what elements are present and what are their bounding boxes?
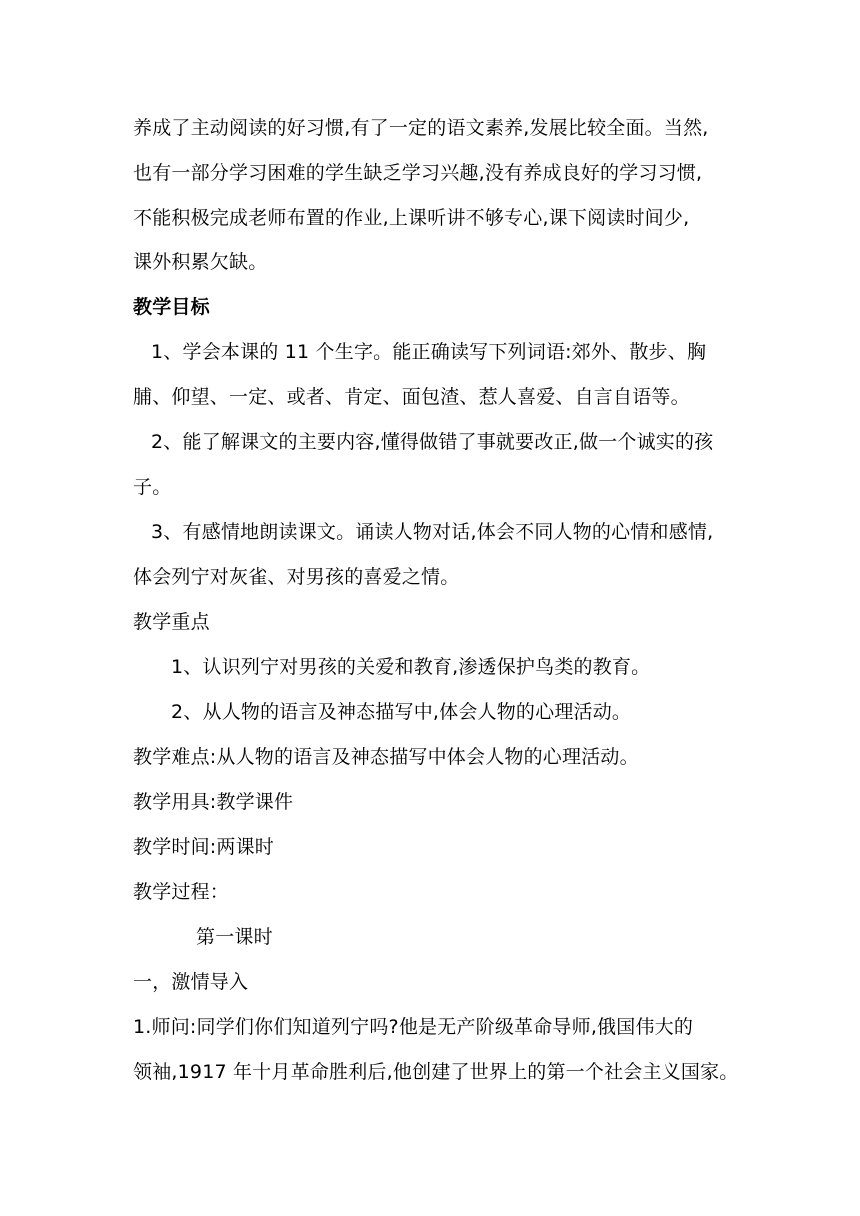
intro-line: 1.师问:同学们你们知道列宁吗?他是无产阶级革命导师,俄国伟大的 <box>133 1016 694 1038</box>
lesson-title: 第一课时 <box>196 926 273 948</box>
objective-item-1: 1、学会本课的 11 个生字。能正确读写下列词语:郊外、散步、胸 <box>151 341 707 363</box>
paragraph-line: 课外积累欠缺。 <box>133 251 268 273</box>
process-heading: 教学过程： <box>133 881 230 903</box>
objective-item-3-cont: 体会列宁对灰雀、对男孩的喜爱之情。 <box>133 566 460 588</box>
paragraph-line: 养成了主动阅读的好习惯,有了一定的语文素养,发展比较全面。当然, <box>133 117 709 139</box>
intro-line-cont: 领袖,1917 年十月革命胜利后,他创建了世界上的第一个社会主义国家。 <box>133 1061 739 1083</box>
objective-item-2-cont: 子。 <box>133 476 172 498</box>
objective-item-3: 3、有感情地朗读课文。诵读人物对话,体会不同人物的心情和感情, <box>151 521 714 543</box>
key-point-1: 1、认识列宁对男孩的关爱和教育,渗透保护鸟类的教育。 <box>171 656 651 678</box>
objectives-heading: 教学目标 <box>133 296 210 318</box>
section-heading: 一，激情导入 <box>133 971 249 993</box>
paragraph-line: 不能积极完成老师布置的作业,上课听讲不够专心,课下阅读时间少, <box>133 207 690 229</box>
objective-item-1-cont: 脯、仰望、一定、或者、肯定、面包渣、惹人喜爱、自言自语等。 <box>133 386 690 408</box>
key-points-heading: 教学重点 <box>133 611 210 633</box>
objective-item-2: 2、能了解课文的主要内容,懂得做错了事就要改正,做一个诚实的孩 <box>151 431 714 453</box>
key-point-2: 2、从人物的语言及神态描写中,体会人物的心理活动。 <box>171 701 632 723</box>
time-line: 教学时间:两课时 <box>133 836 275 858</box>
tools-line: 教学用具:教学课件 <box>133 791 294 813</box>
difficulty-line: 教学难点:从人物的语言及神态描写中体会人物的心理活动。 <box>133 746 639 768</box>
paragraph-line: 也有一部分学习困难的学生缺乏学习兴趣,没有养成良好的学习习惯, <box>133 162 703 184</box>
